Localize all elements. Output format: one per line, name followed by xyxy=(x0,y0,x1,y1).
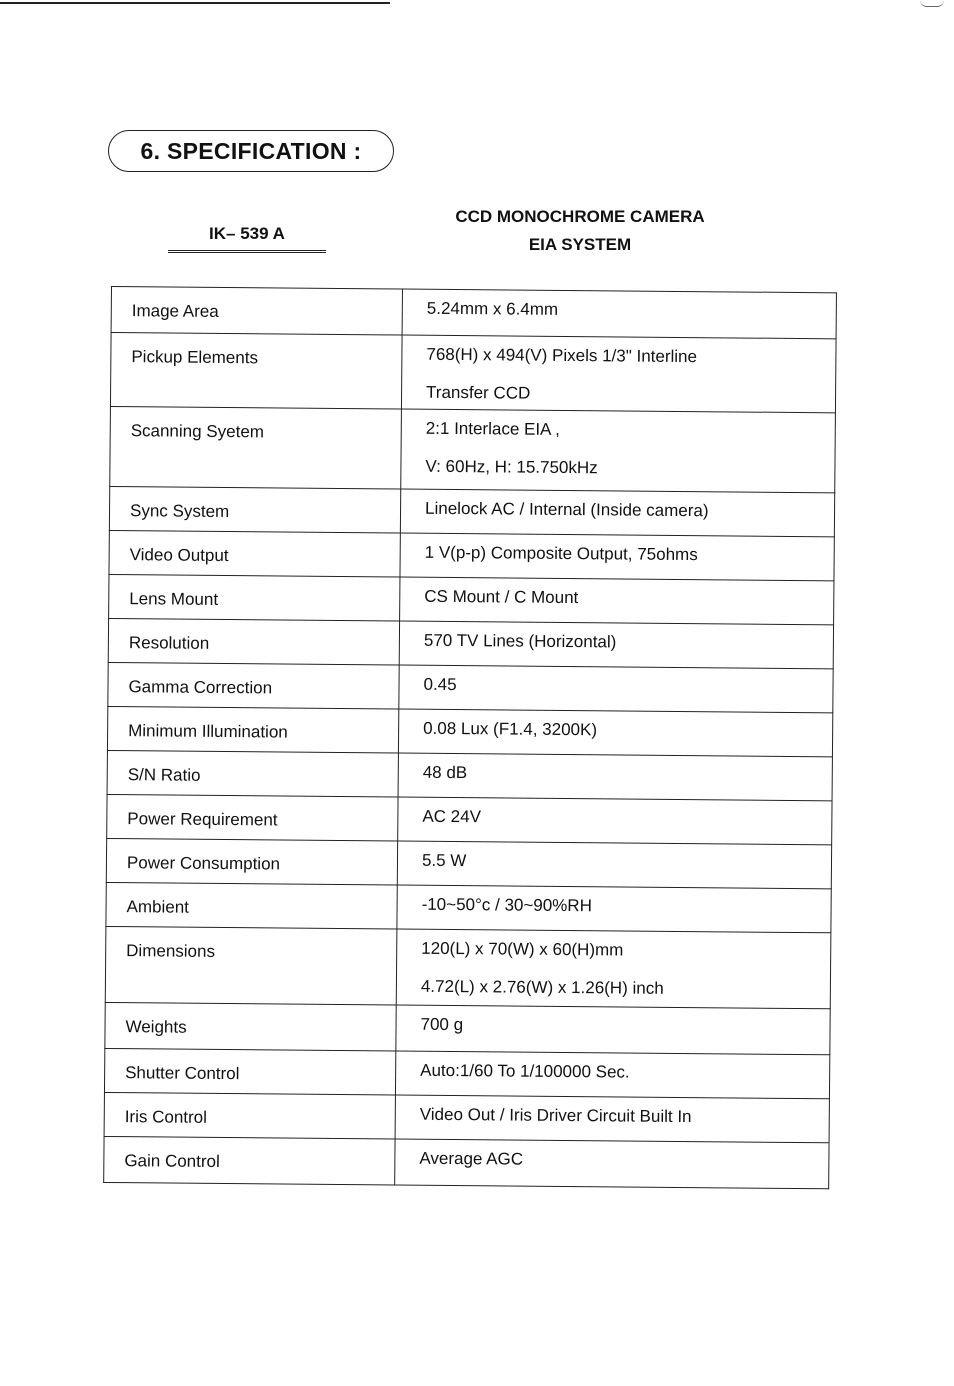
spec-value-line: -10~50°c / 30~90%RH xyxy=(421,894,592,916)
spec-value xyxy=(402,289,836,339)
camera-title-line1: CCD MONOCHROME CAMERA xyxy=(455,207,705,226)
spec-table-body xyxy=(104,287,837,1189)
spec-value xyxy=(400,489,834,537)
spec-label: Shutter Control xyxy=(104,1048,395,1095)
spec-label: Gamma Correction xyxy=(108,662,399,709)
spec-value-line: Video Out / Iris Driver Circuit Built In xyxy=(419,1104,692,1127)
spec-value-line: Average AGC xyxy=(419,1148,524,1169)
spec-row xyxy=(106,838,831,888)
spec-value-line: 1 V(p-p) Composite Output, 75ohms xyxy=(424,542,698,565)
spec-value-line: 5.5 W xyxy=(421,850,467,871)
spec-label: Scanning Syetem xyxy=(110,406,402,489)
spec-label: S/N Ratio xyxy=(107,750,398,797)
spec-label: Minimum Illumination xyxy=(107,706,398,753)
corner-mark xyxy=(920,0,944,7)
spec-row xyxy=(109,574,834,624)
spec-row xyxy=(110,333,836,413)
spec-value-line: 2:1 Interlace EIA , xyxy=(425,418,561,439)
spec-row xyxy=(109,486,834,536)
spec-row xyxy=(104,1092,829,1142)
spec-value-line: 0.45 xyxy=(423,674,457,695)
spec-value-line: CS Mount / C Mount xyxy=(424,586,579,608)
spec-value xyxy=(396,929,831,1009)
spec-row xyxy=(104,1136,829,1188)
spec-label: Power Consumption xyxy=(106,838,397,885)
spec-row xyxy=(110,406,836,492)
spec-label: Image Area xyxy=(111,287,402,336)
spec-label: Gain Control xyxy=(104,1136,395,1185)
spec-value xyxy=(399,621,833,669)
spec-row xyxy=(107,750,832,800)
spec-value-line: Auto:1/60 To 1/100000 Sec. xyxy=(420,1060,630,1082)
spec-value-line: 48 dB xyxy=(422,762,468,783)
spec-value xyxy=(401,409,836,493)
spec-row xyxy=(105,926,831,1008)
spec-value-line: 5.24mm x 6.4mm xyxy=(426,298,559,319)
spec-row xyxy=(109,530,834,580)
spec-label: Ambient xyxy=(106,882,397,929)
spec-value xyxy=(398,709,832,757)
spec-row xyxy=(105,1002,830,1054)
section-title: 6. SPECIFICATION : xyxy=(108,130,394,172)
spec-value-line: 120(L) x 70(W) x 60(H)mm xyxy=(421,938,624,960)
spec-value-line: AC 24V xyxy=(422,806,482,827)
spec-value xyxy=(397,885,831,933)
spec-value xyxy=(401,335,836,413)
spec-value-line: 0.08 Lux (F1.4, 3200K) xyxy=(423,718,598,740)
spec-value-line: 570 TV Lines (Horizontal) xyxy=(423,630,617,652)
spec-value xyxy=(398,753,832,801)
spec-row xyxy=(111,287,836,339)
spec-table xyxy=(103,286,837,1189)
spec-row xyxy=(107,706,832,756)
spec-value xyxy=(395,1139,829,1189)
spec-value-line: Transfer CCD xyxy=(426,382,531,403)
camera-title-line2: EIA SYSTEM xyxy=(528,235,632,254)
model-number: IK– 539 A xyxy=(168,224,326,253)
spec-label: Dimensions xyxy=(105,926,397,1005)
spec-value-line: 4.72(L) x 2.76(W) x 1.26(H) inch xyxy=(420,976,664,998)
spec-value-line: 768(H) x 494(V) Pixels 1/3" Interline xyxy=(426,344,698,367)
spec-label: Resolution xyxy=(108,618,399,665)
spec-label: Weights xyxy=(105,1002,396,1051)
spec-label: Sync System xyxy=(109,486,400,533)
spec-row xyxy=(104,1048,829,1098)
spec-value xyxy=(397,841,831,889)
spec-row xyxy=(107,794,832,844)
spec-value xyxy=(395,1095,829,1143)
spec-value xyxy=(398,797,832,845)
spec-row xyxy=(108,662,833,712)
spec-value xyxy=(395,1051,829,1099)
top-rule xyxy=(0,2,390,4)
spec-label: Iris Control xyxy=(104,1092,395,1139)
spec-value xyxy=(400,533,834,581)
spec-value xyxy=(400,577,834,625)
spec-label: Video Output xyxy=(109,530,400,577)
spec-label: Lens Mount xyxy=(109,574,400,621)
spec-row xyxy=(106,882,831,932)
spec-value-line: V: 60Hz, H: 15.750kHz xyxy=(425,456,598,478)
spec-label: Pickup Elements xyxy=(110,333,402,410)
spec-value-line: 700 g xyxy=(420,1014,464,1035)
spec-row xyxy=(108,618,833,668)
spec-value xyxy=(396,1005,830,1055)
camera-title xyxy=(420,203,740,259)
spec-value-line: Linelock AC / Internal (Inside camera) xyxy=(424,498,709,521)
spec-value xyxy=(399,665,833,713)
spec-label: Power Requirement xyxy=(107,794,398,841)
